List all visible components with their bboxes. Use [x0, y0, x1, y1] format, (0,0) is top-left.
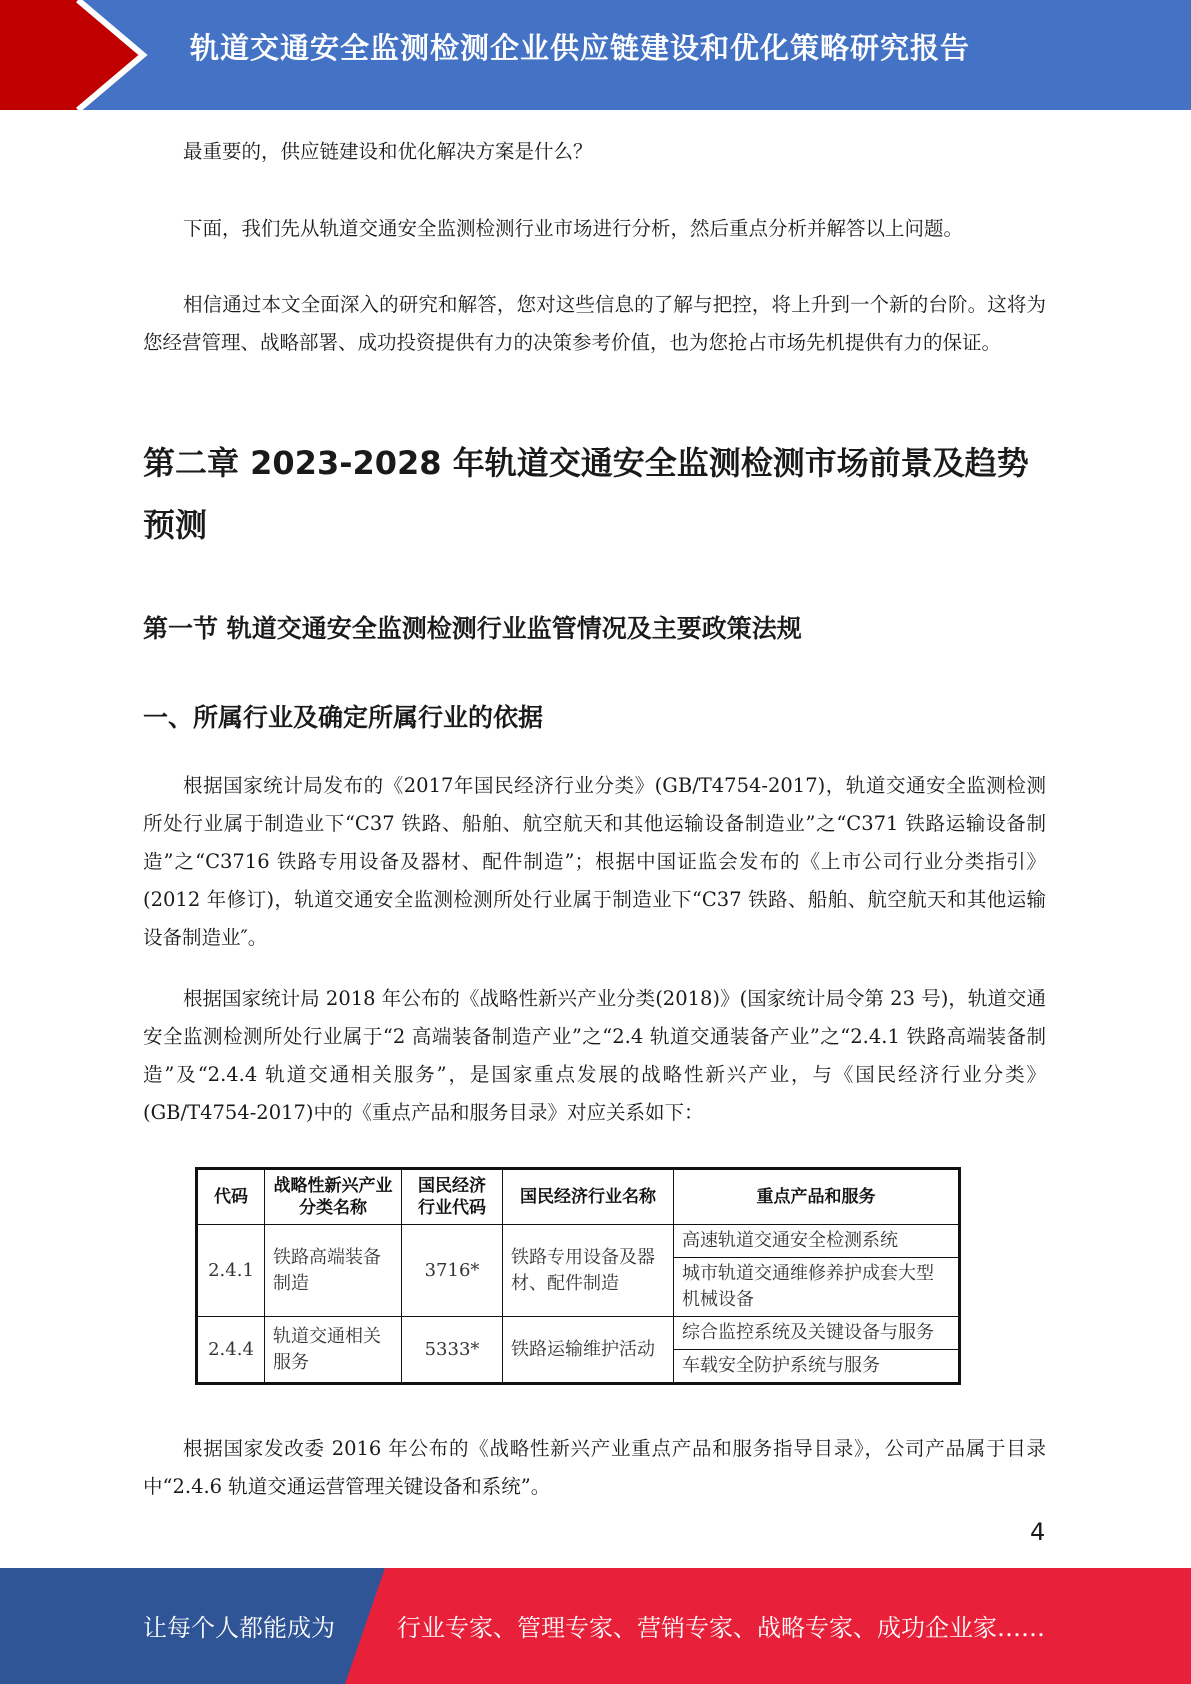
paragraph-2: 下面，我们先从轨道交通安全监测检测行业市场进行分析，然后重点分析并解答以上问题。	[183, 217, 964, 240]
table-cell-code: 2.4.4	[197, 1317, 265, 1384]
footer-right-text: 行业专家、管理专家、营销专家、战略专家、成功企业家……	[397, 1614, 1045, 1642]
table-header-cell: 代码	[197, 1169, 265, 1225]
correspondence-table-wrapper	[195, 1167, 961, 1385]
paragraph-3: 相信通过本文全面深入的研究和解答，您对这些信息的了解与把控，将上升到一个新的台阶。这将为您经营管理、战略部署、成功投资提供有力的决策参考价值，也为您抢占市场先机提供有力的保证。	[143, 293, 1046, 354]
table-header-cell: 国民经济行业代码	[402, 1169, 503, 1225]
table-header-cell: 战略性新兴产业分类名称	[265, 1169, 402, 1225]
page-header	[0, 0, 1191, 110]
paragraph-5: 根据国家统计局 2018 年公布的《战略性新兴产业分类(2018)》(国家统计局令第 23 号)，轨道交通安全监测检测所处行业属于“2 高端装备制造产业”之“2.4 轨道交通装备产业”之“2.4.1 铁路高端装备制造”及“2.4.4 轨道交通相关服务”，是国家重点发展的战略性新兴产业，与《国民经济行业分类》(GB/T4754-2017)中的《重点产品和服务目录》对应关系如下：	[143, 987, 1046, 1124]
footer-left-text: 让每个人都能成为	[143, 1614, 335, 1642]
section-title: 第一节 轨道交通安全监测检测行业监管情况及主要政策法规	[143, 614, 802, 643]
subsection-title: 一、所属行业及确定所属行业的依据	[143, 703, 544, 732]
header-title: 轨道交通安全监测检测企业供应链建设和优化策略研究报告	[190, 31, 971, 65]
table-row	[197, 1317, 960, 1350]
table-cell-industry-name: 铁路专用设备及器材、配件制造	[503, 1225, 674, 1317]
paragraph-1: 最重要的，供应链建设和优化解决方案是什么？	[183, 140, 593, 163]
table-cell-industry-code: 5333*	[402, 1317, 503, 1384]
table-cell-product: 城市轨道交通维修养护成套大型机械设备	[674, 1258, 960, 1317]
table-header-row	[197, 1169, 960, 1225]
table-cell-industry-code: 3716*	[402, 1225, 503, 1317]
table-cell-industry-name: 铁路运输维护活动	[503, 1317, 674, 1384]
correspondence-table	[195, 1167, 961, 1385]
page-number: 4	[1030, 1518, 1046, 1546]
table-cell-product: 高速轨道交通安全检测系统	[674, 1225, 960, 1258]
paragraph-6: 根据国家发改委 2016 年公布的《战略性新兴产业重点产品和服务指导目录》，公司产品属于目录中“2.4.6 轨道交通运营管理关键设备和系统”。	[143, 1437, 1046, 1498]
table-cell-name: 铁路高端装备制造	[265, 1225, 402, 1317]
table-cell-code: 2.4.1	[197, 1225, 265, 1317]
paragraph-4: 根据国家统计局发布的《2017年国民经济行业分类》(GB/T4754-2017)，轨道交通安全监测检测所处行业属于制造业下“C37 铁路、船舶、航空航天和其他运输设备制造业”之“C371 铁路运输设备制造”之“C3716 铁路专用设备及器材、配件制造”；根据中国证监会发布的《上市公司行业分类指引》(2012 年修订)，轨道交通安全监测检测所处行业属于制造业下“C37 铁路、船舶、航空航天和其他运输设备制造业″。	[143, 774, 1046, 949]
table-header-cell: 重点产品和服务	[674, 1169, 960, 1225]
table-cell-product: 车载安全防护系统与服务	[674, 1350, 960, 1384]
table-cell-product: 综合监控系统及关键设备与服务	[674, 1317, 960, 1350]
chapter-title: 第二章 2023-2028 年轨道交通安全监测检测市场前景及趋势预测	[143, 444, 1029, 544]
table-row	[197, 1225, 960, 1258]
table-cell-name: 轨道交通相关服务	[265, 1317, 402, 1384]
table-header-cell: 国民经济行业名称	[503, 1169, 674, 1225]
header-arrow-decoration	[0, 0, 150, 110]
page-footer	[0, 1568, 1191, 1684]
